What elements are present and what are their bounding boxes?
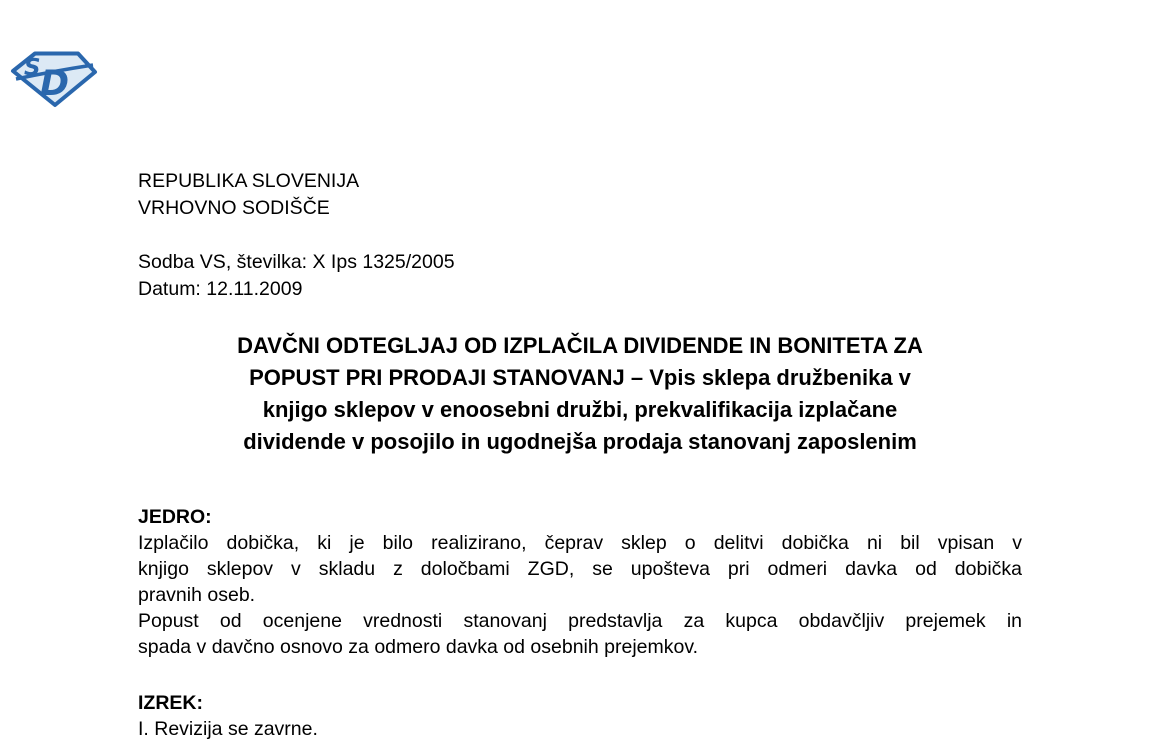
supreme-court-logo bbox=[10, 50, 98, 108]
case-info-block bbox=[138, 249, 1022, 303]
document-title bbox=[138, 330, 1022, 458]
title-line: dividende v posojilo in ugodnejša prodaja stanovanj zaposlenim bbox=[243, 429, 917, 454]
sd-monogram-d: D bbox=[40, 64, 70, 104]
date-line: Datum: 12.11.2009 bbox=[138, 278, 303, 300]
izrek-line: I. Revizija se zavrne. bbox=[138, 718, 318, 740]
header-court: VRHOVNO SODIŠČE bbox=[138, 197, 330, 219]
title-line: knjigo sklepov v enoosebni družbi, prekvalifikacija izplačane bbox=[262, 397, 898, 422]
case-number-line: Sodba VS, številka: X Ips 1325/2005 bbox=[138, 251, 455, 273]
header-country: REPUBLIKA SLOVENIJA bbox=[138, 170, 360, 192]
sd-monogram-s: S bbox=[24, 55, 41, 81]
body-line: pravnih oseb. bbox=[138, 584, 256, 606]
jedro-paragraph-1 bbox=[138, 530, 1022, 608]
title-line: DAVČNI ODTEGLJAJ OD IZPLAČILA DIVIDENDE IN BONITETA ZA bbox=[237, 333, 923, 358]
body-line: knjigo sklepov v skladu z določbami ZGD, se upošteva pri odmeri davka od dobička bbox=[138, 558, 1022, 580]
body-line: spada v davčno osnovo za odmero davka od osebnih prejemkov. bbox=[138, 636, 699, 658]
title-line: POPUST PRI PRODAJI STANOVANJ – Vpis sklepa družbenika v bbox=[249, 365, 911, 390]
document-body bbox=[138, 168, 1022, 742]
body-line: Izplačilo dobička, ki je bilo realizirano, čeprav sklep o delitvi dobička ni bil vpisan v bbox=[138, 532, 1022, 554]
izrek-heading: IZREK: bbox=[138, 692, 203, 714]
body-line: Popust od ocenjene vrednosti stanovanj predstavlja za kupca obdavčljiv prejemek in bbox=[138, 610, 1022, 632]
jedro-paragraph-2 bbox=[138, 608, 1022, 660]
jedro-heading: JEDRO: bbox=[138, 506, 212, 528]
